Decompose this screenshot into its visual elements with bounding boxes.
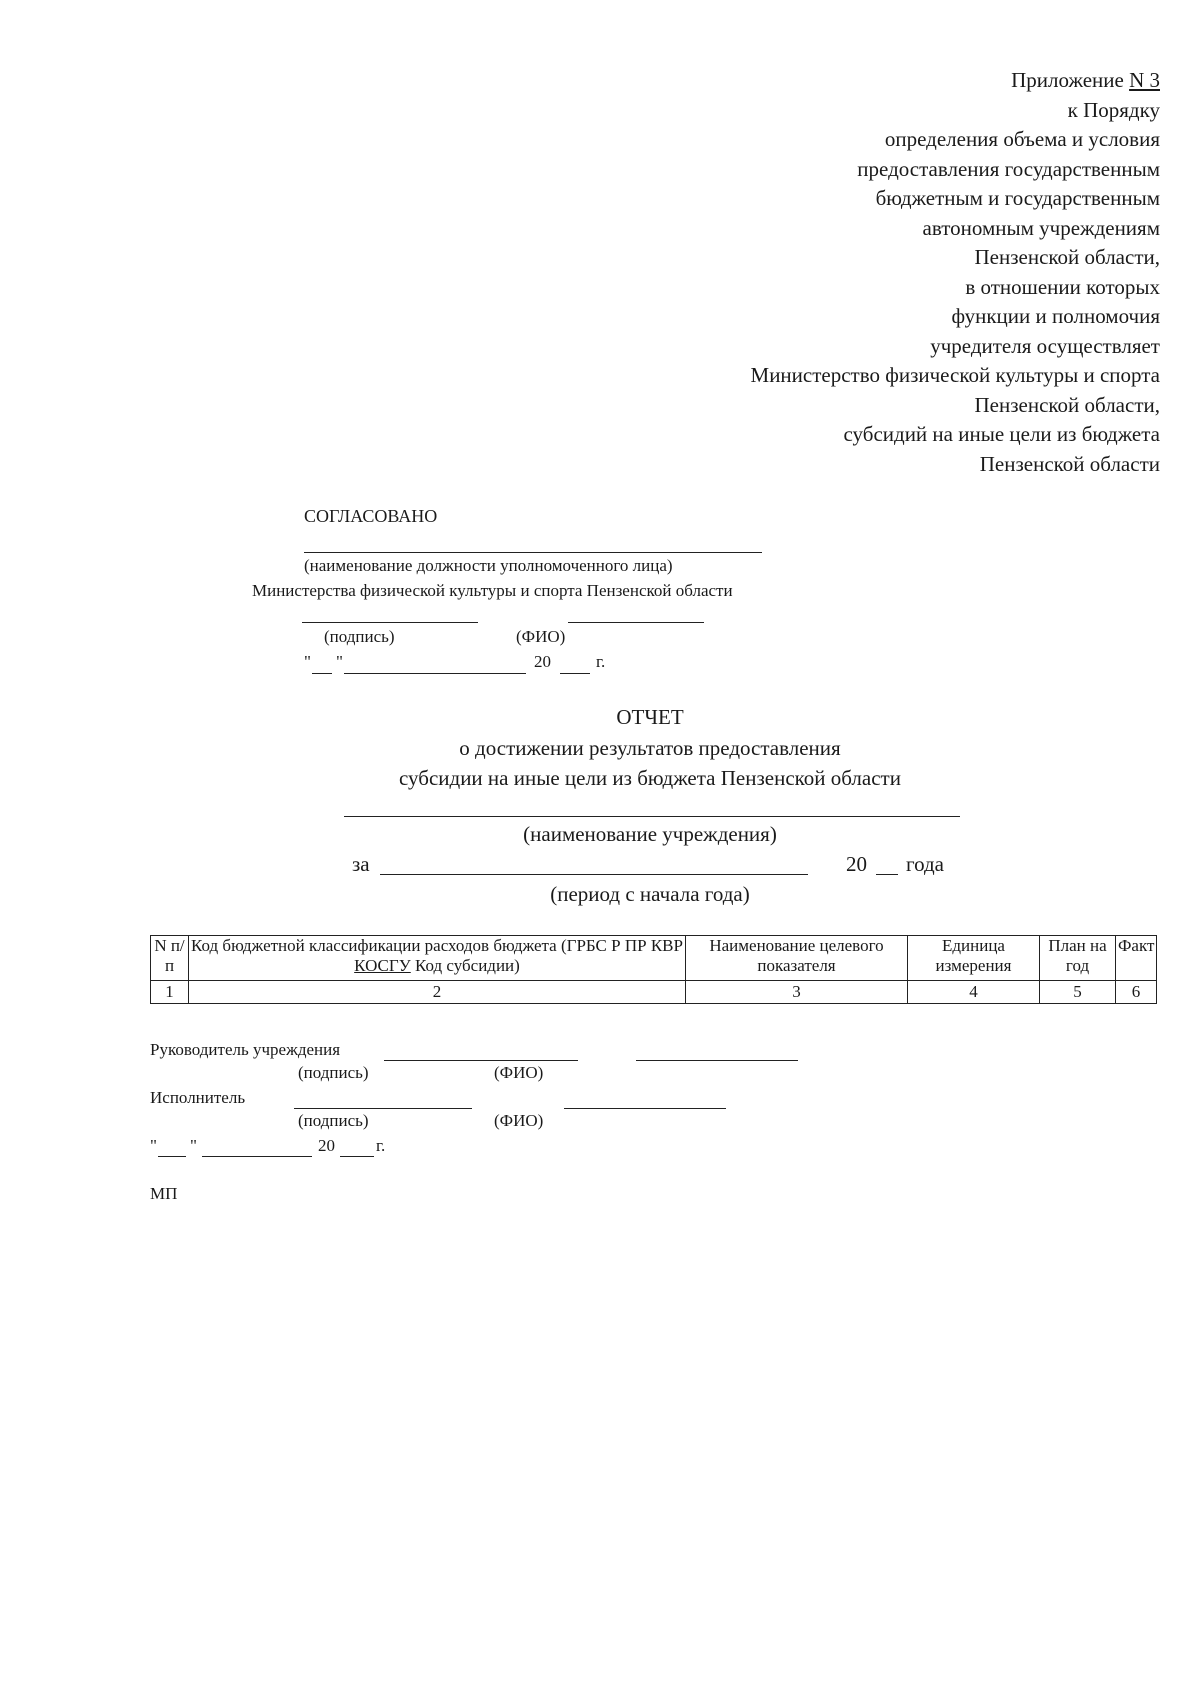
period-year: 20 <box>846 852 867 876</box>
column-number-cell: 6 <box>1116 981 1157 1004</box>
appendix-number: N 3 <box>1129 68 1160 92</box>
appendix-title <box>520 66 1160 96</box>
sign-date-month-line <box>202 1156 312 1157</box>
date-month-line <box>344 673 526 674</box>
head-signature-caption: (подпись) <box>298 1063 369 1082</box>
appendix-line: Пензенской области <box>979 451 1160 476</box>
period-line <box>380 874 808 875</box>
column-number-cell: 3 <box>686 981 908 1004</box>
date-year-line <box>560 673 590 674</box>
appendix-line: Пензенской области, <box>974 245 1160 269</box>
appendix-line: к Порядку <box>1067 97 1160 122</box>
executor-label: Исполнитель <box>150 1088 246 1107</box>
name-caption: (ФИО) <box>516 627 566 646</box>
header-cell: Наименование целевого показателя <box>686 936 908 981</box>
executor-signature-line <box>294 1108 472 1109</box>
stamp-place: МП <box>150 1184 178 1203</box>
report-title: ОТЧЕТ <box>616 705 684 729</box>
institution-line <box>344 816 960 817</box>
column-number-cell: 4 <box>908 981 1040 1004</box>
appendix-line: функции и полномочия <box>951 304 1160 328</box>
report-table <box>150 935 1157 1004</box>
period-prefix: за <box>352 852 370 876</box>
appendix-line: бюджетным и государственным <box>875 186 1160 210</box>
appendix-line: автономным учреждениям <box>922 215 1160 240</box>
position-line <box>304 552 762 553</box>
header-cell: N п/п <box>151 936 189 981</box>
approval-date-suffix: г. <box>596 652 606 671</box>
institution-caption: (наименование учреждения) <box>523 822 777 846</box>
appendix-line: определения объема и условия <box>884 127 1160 151</box>
report-subtitle: субсидии на иные цели из бюджета Пензенской области <box>399 766 901 790</box>
ministry-name: Министерства физической культуры и спорта Пензенской области <box>252 581 733 600</box>
sign-date-suffix: г. <box>376 1136 386 1155</box>
column-number-cell: 1 <box>151 981 189 1004</box>
sign-date-day-line <box>158 1156 186 1157</box>
approval-date-close-quote: " <box>336 652 343 671</box>
header-cell-text: Код бюджетной классификации расходов бюджета (ГРБС Р ПР КВР КОСГУ Код субсидии) <box>191 936 683 975</box>
period-caption: (период с начала года) <box>550 882 750 906</box>
appendix-line: Пензенской области, <box>974 392 1160 417</box>
head-name-line <box>636 1060 798 1061</box>
name-line <box>568 622 704 623</box>
date-day-line <box>312 673 332 674</box>
kosgu-underlined: КОСГУ <box>354 956 411 975</box>
head-name-caption: (ФИО) <box>494 1063 544 1082</box>
approval-date-open-quote: " <box>304 652 311 671</box>
approval-date-year: 20 <box>534 652 551 671</box>
appendix-title-prefix: Приложение <box>1011 68 1130 92</box>
appendix-line: Министерство физической культуры и спорта <box>750 363 1160 387</box>
sign-date-open-quote: " <box>150 1136 157 1155</box>
period-suffix: года <box>906 852 944 876</box>
header-cell: Единица измерения <box>908 936 1040 981</box>
column-number-cell: 2 <box>189 981 686 1004</box>
sign-date-close-quote: " <box>190 1136 197 1155</box>
header-cell: Факт <box>1116 936 1157 981</box>
appendix-line: предоставления государственным <box>857 156 1160 181</box>
head-signature-line <box>384 1060 578 1061</box>
appendix-header <box>520 66 1160 479</box>
period-year-line <box>876 874 898 875</box>
signature-line <box>302 622 478 623</box>
appendix-line: учредителя осуществляет <box>930 333 1160 358</box>
appendix-line: в отношении которых <box>965 274 1160 299</box>
sign-date-year: 20 <box>318 1136 335 1155</box>
position-caption: (наименование должности уполномоченного лица) <box>304 556 673 575</box>
executor-name-caption: (ФИО) <box>494 1111 544 1130</box>
head-label: Руководитель учреждения <box>150 1040 341 1059</box>
sign-date-year-line <box>340 1156 374 1157</box>
approval-heading: СОГЛАСОВАНО <box>304 506 438 526</box>
header-cell <box>189 936 686 981</box>
signature-caption: (подпись) <box>324 627 395 646</box>
table-row <box>151 981 1157 1004</box>
table-header-row <box>151 936 1157 981</box>
appendix-line: субсидий на иные цели из бюджета <box>843 422 1160 446</box>
executor-signature-caption: (подпись) <box>298 1111 369 1130</box>
executor-name-line <box>564 1108 726 1109</box>
column-number-cell: 5 <box>1040 981 1116 1004</box>
header-cell: План на год <box>1040 936 1116 981</box>
report-subtitle: о достижении результатов предоставления <box>459 736 841 760</box>
